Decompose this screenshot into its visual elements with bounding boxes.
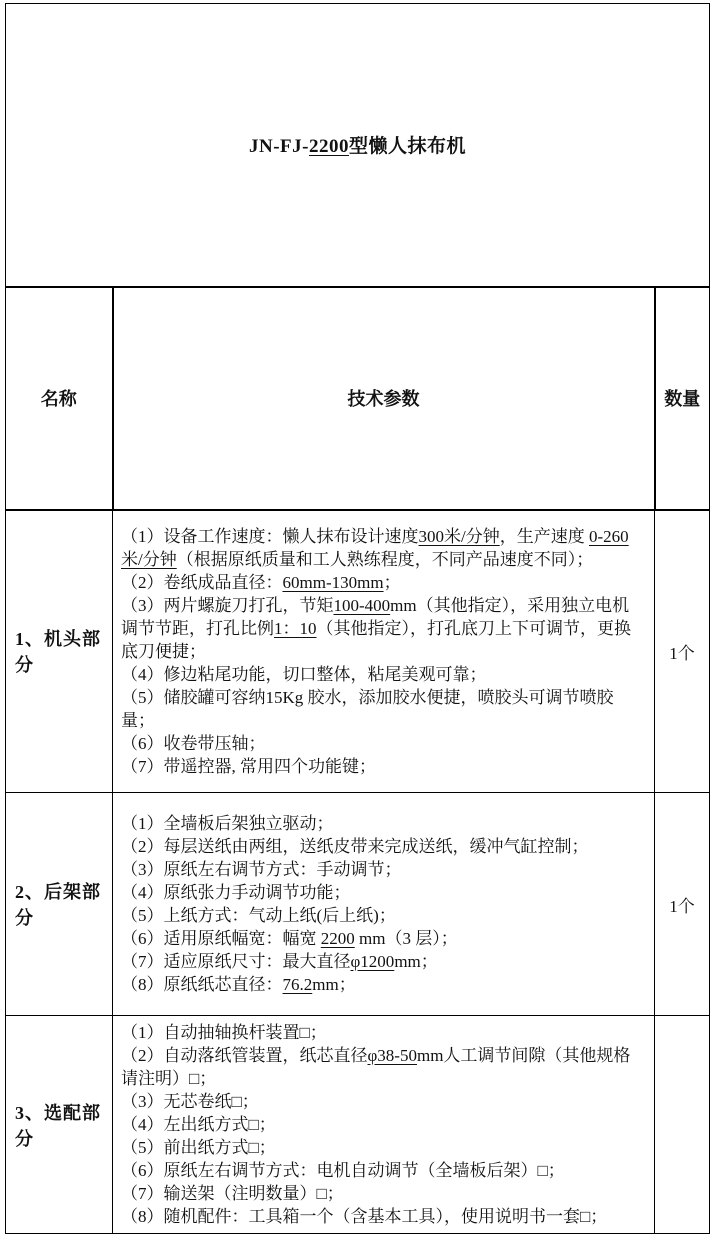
text-run: 型懒人抹布机	[348, 136, 466, 158]
section-name: 3、选配部分	[6, 1016, 113, 1234]
spec-item	[121, 571, 644, 594]
spec-item	[121, 1090, 644, 1113]
spec-item	[121, 904, 644, 927]
text-run: JN-FJ-	[249, 136, 309, 158]
section-params	[113, 510, 655, 793]
underlined-text: 2200	[308, 136, 349, 158]
table-row	[6, 793, 710, 1016]
section-params	[113, 793, 655, 1016]
table-row	[6, 510, 710, 793]
text-run: mm人工调节间隙（其他规格请注明）□；	[121, 1046, 631, 1088]
text-run: （1）设备工作速度：懒人抹布设计速度	[121, 526, 419, 546]
underlined-text: 100-400	[333, 595, 391, 615]
header-tech-params: 技术参数	[113, 287, 655, 510]
spec-item	[121, 1205, 644, 1228]
text-run: （4）修边粘尾功能，切口整体，粘尾美观可靠；	[121, 664, 487, 684]
spec-item	[121, 594, 644, 663]
spec-item	[121, 1021, 644, 1044]
spec-item	[121, 927, 644, 950]
spec-item	[121, 525, 644, 571]
text-run: mm（3 层）；	[354, 929, 458, 948]
section-name: 2、后架部分	[6, 793, 113, 1016]
spec-item	[121, 1113, 644, 1136]
text-run: （2）卷纸成品直径：	[121, 572, 283, 592]
spec-item	[121, 950, 644, 973]
section-name: 1、机头部分	[6, 510, 113, 793]
underlined-text: φ38-50	[367, 1046, 417, 1065]
text-run: （2）自动落纸管装置，纸芯直径	[121, 1046, 368, 1065]
underlined-text: 0-260 米/分钟	[121, 526, 629, 569]
spec-item	[121, 973, 644, 996]
text-run: （5）前出纸方式□；	[121, 1138, 276, 1157]
title-row	[6, 4, 710, 287]
spec-table	[5, 3, 710, 1234]
text-run: ，生产速度	[499, 526, 589, 546]
spec-item	[121, 812, 644, 835]
text-run: （6）收卷带压轴；	[121, 733, 266, 753]
spec-item	[121, 686, 644, 732]
spec-item	[121, 1136, 644, 1159]
text-run: （2）每层送纸由两组，送纸皮带来完成送纸，缓冲气缸控制；	[121, 837, 589, 856]
text-run: mm（其他指定），采用独立电机调节节距，打孔比例	[121, 595, 630, 638]
spec-item	[121, 732, 644, 755]
text-run: （其他指定），打孔底刀上下可调节，更换底刀便捷；	[121, 618, 631, 661]
text-run: （3）原纸左右调节方式：手动调节；	[121, 860, 402, 879]
header-row	[6, 287, 710, 510]
text-run: （8）随机配件：工具箱一个（含基本工具），使用说明书一套□；	[121, 1207, 608, 1226]
text-run: （4）原纸张力手动调节功能；	[121, 883, 351, 902]
spec-item	[121, 858, 644, 881]
section-params	[113, 1016, 655, 1234]
spec-item	[121, 1159, 644, 1182]
underlined-text: φ1200	[350, 952, 395, 971]
section-quantity	[655, 1016, 710, 1234]
underlined-text: 1：10	[274, 618, 317, 638]
table-row	[6, 1016, 710, 1234]
text-run: （3）无芯卷纸□；	[121, 1092, 259, 1111]
spec-item	[121, 755, 644, 778]
header-name: 名称	[6, 287, 113, 510]
text-run: （4）左出纸方式□；	[121, 1115, 276, 1134]
page-title	[6, 4, 710, 287]
text-run: （7）输送架（注明数量）□；	[121, 1184, 344, 1203]
text-run: （3）两片螺旋刀打孔，节矩	[121, 595, 334, 615]
text-run: ；	[383, 572, 401, 592]
page-title-text	[249, 136, 466, 157]
text-run: （8）原纸纸芯直径：	[121, 975, 283, 994]
header-quantity: 数量	[655, 287, 710, 510]
text-run: （6）原纸左右调节方式：电机自动调节（全墙板后架）□；	[121, 1161, 565, 1180]
text-run: （1）自动抽轴换杆装置□；	[121, 1023, 327, 1042]
text-run: （7）带遥控器, 常用四个功能键；	[121, 756, 376, 776]
underlined-text: 300米/分钟	[418, 526, 500, 546]
text-run: （5）储胶罐可容纳15Kg 胶水，添加胶水便捷，喷胶头可调节喷胶量；	[121, 687, 614, 730]
section-quantity: 1个	[655, 793, 710, 1016]
underlined-text: 2200	[320, 929, 355, 948]
underlined-text: 76.2	[282, 975, 313, 994]
spec-item	[121, 1044, 644, 1090]
text-run: （6）适用原纸幅宽：幅宽	[121, 929, 321, 948]
spec-item	[121, 835, 644, 858]
text-run: mm；	[312, 975, 356, 994]
text-run: （1）全墙板后架独立驱动；	[121, 814, 334, 833]
spec-item	[121, 663, 644, 686]
text-run: mm；	[394, 952, 438, 971]
text-run: （根据原纸质量和工人熟练程度，不同产品速度不同）；	[176, 549, 594, 569]
section-quantity: 1个	[655, 510, 710, 793]
underlined-text: 60mm-130mm	[282, 572, 384, 592]
spec-item	[121, 1182, 644, 1205]
spec-item	[121, 881, 644, 904]
text-run: （5）上纸方式：气动上纸(后上纸)；	[121, 906, 396, 925]
text-run: （7）适应原纸尺寸：最大直径	[121, 952, 351, 971]
